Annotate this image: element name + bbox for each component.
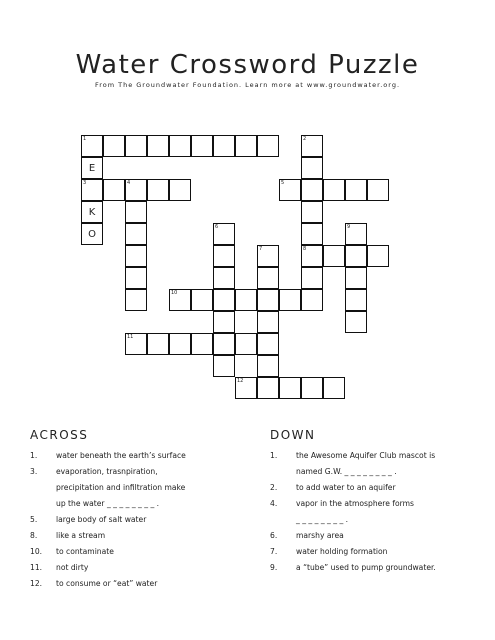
down-clue <box>270 496 436 512</box>
clue-number: 2 <box>303 136 307 142</box>
clue-text: vapor in the atmosphere forms <box>296 499 414 508</box>
grid-cell[interactable] <box>367 245 389 267</box>
grid-cell[interactable] <box>257 377 279 399</box>
clue-number: 12 <box>237 378 244 384</box>
clue-num: 5. <box>30 515 38 524</box>
grid-cell[interactable] <box>169 289 191 311</box>
grid-cell[interactable] <box>367 179 389 201</box>
puzzle-subtitle: From The Groundwater Foundation. Learn more at www.groundwater.org. <box>94 81 401 89</box>
across-clue <box>30 448 186 464</box>
across-clue <box>30 576 186 592</box>
across-clue <box>30 512 186 528</box>
clue-number: 5 <box>281 180 285 186</box>
grid-cell[interactable] <box>301 377 323 399</box>
grid-cell[interactable] <box>345 267 367 289</box>
clue-text: a “tube” used to pump groundwater. <box>296 563 436 572</box>
clue-num: 12. <box>30 579 43 588</box>
down-clue <box>270 560 436 576</box>
across-clue <box>30 496 186 512</box>
grid-cell[interactable] <box>81 135 103 157</box>
clue-text: marshy area <box>296 531 344 540</box>
grid-cell[interactable] <box>301 245 323 267</box>
clue-text: to consume or “eat” water <box>56 579 158 588</box>
grid-cell[interactable] <box>257 267 279 289</box>
grid-cell[interactable] <box>257 289 279 311</box>
clue-number: 3 <box>83 180 87 186</box>
grid-cell[interactable] <box>103 179 125 201</box>
clue-number: 11 <box>127 334 134 340</box>
grid-cell[interactable] <box>345 223 367 245</box>
grid-cell[interactable] <box>125 333 147 355</box>
grid-cell[interactable] <box>257 135 279 157</box>
grid-cell[interactable] <box>191 289 213 311</box>
grid-cell[interactable] <box>81 157 103 179</box>
down-clue <box>270 544 436 560</box>
clue-number: 8 <box>303 246 307 252</box>
grid-cell[interactable] <box>169 333 191 355</box>
clue-text: the Awesome Aquifer Club mascot is <box>296 451 436 460</box>
clue-text: _ _ _ _ _ _ _ _ . <box>296 515 349 524</box>
grid-cell[interactable] <box>125 245 147 267</box>
grid-cell[interactable] <box>103 135 125 157</box>
clue-text: up the water _ _ _ _ _ _ _ _ . <box>56 499 160 508</box>
clue-text: to add water to an aquifer <box>296 483 396 492</box>
clue-num <box>30 496 56 512</box>
clue-num: 1. <box>270 451 278 460</box>
clue-num: 4. <box>270 499 278 508</box>
grid-cell[interactable] <box>169 135 191 157</box>
grid-cell[interactable] <box>257 333 279 355</box>
clue-num: 1. <box>30 451 38 460</box>
across-clue-list <box>30 448 186 592</box>
grid-cell[interactable] <box>125 223 147 245</box>
grid-cell[interactable] <box>323 179 345 201</box>
clue-num: 10. <box>30 547 43 556</box>
grid-cell[interactable] <box>345 245 367 267</box>
across-clue <box>30 544 186 560</box>
grid-cell[interactable] <box>279 289 301 311</box>
across-clue <box>30 464 186 480</box>
grid-cell[interactable] <box>323 377 345 399</box>
grid-cell[interactable] <box>345 179 367 201</box>
grid-cell[interactable] <box>81 201 103 223</box>
clue-text: water beneath the earth’s surface <box>56 451 186 460</box>
grid-cell[interactable] <box>235 135 257 157</box>
grid-cell[interactable] <box>213 311 235 333</box>
down-clue <box>270 448 436 464</box>
clue-num: 8. <box>30 531 38 540</box>
grid-cell[interactable] <box>125 135 147 157</box>
grid-cell[interactable] <box>301 289 323 311</box>
clue-num: 3. <box>30 467 38 476</box>
grid-cell[interactable] <box>301 135 323 157</box>
down-clue <box>270 512 436 528</box>
grid-cell[interactable] <box>213 223 235 245</box>
grid-cell[interactable] <box>279 179 301 201</box>
grid-cell[interactable] <box>213 333 235 355</box>
clue-text: to contaminate <box>56 547 114 556</box>
clue-num <box>270 464 296 480</box>
grid-cell[interactable] <box>147 333 169 355</box>
grid-cell[interactable] <box>147 135 169 157</box>
clue-number: 4 <box>127 180 131 186</box>
filled-letter: K <box>88 206 96 218</box>
puzzle-title: Water Crossword Puzzle <box>75 50 420 80</box>
clue-text: precipitation and infiltration make <box>56 483 186 492</box>
grid-cell[interactable] <box>301 267 323 289</box>
grid-cell[interactable] <box>345 289 367 311</box>
grid-cell[interactable] <box>213 355 235 377</box>
grid-cell[interactable] <box>81 223 103 245</box>
clue-text: named G.W. _ _ _ _ _ _ _ _ . <box>296 467 397 476</box>
grid-cell[interactable] <box>257 355 279 377</box>
down-clue-list <box>270 448 436 576</box>
grid-cell[interactable] <box>235 289 257 311</box>
down-heading: DOWN <box>270 428 316 442</box>
grid-cell[interactable] <box>345 311 367 333</box>
grid-cell[interactable] <box>301 179 323 201</box>
grid-cell[interactable] <box>125 201 147 223</box>
clue-number: 7 <box>259 246 263 252</box>
across-clue <box>30 528 186 544</box>
clue-text: not dirty <box>56 563 89 572</box>
filled-letter: O <box>88 228 96 240</box>
clue-number: 6 <box>215 224 219 230</box>
grid-cell[interactable] <box>191 135 213 157</box>
grid-cell[interactable] <box>235 377 257 399</box>
clue-num <box>30 480 56 496</box>
across-section <box>30 428 186 592</box>
across-clue <box>30 480 186 496</box>
down-clue <box>270 480 436 496</box>
clue-num: 9. <box>270 563 278 572</box>
clue-number: 9 <box>347 224 351 230</box>
grid-cell[interactable] <box>191 333 213 355</box>
clue-text: like a stream <box>56 531 106 540</box>
grid-cell[interactable] <box>169 179 191 201</box>
clue-num <box>270 512 296 528</box>
grid-cell[interactable] <box>125 289 147 311</box>
clue-number: 10 <box>171 290 178 296</box>
grid-cell[interactable] <box>235 333 257 355</box>
clue-num: 11. <box>30 563 43 572</box>
grid-cell[interactable] <box>301 201 323 223</box>
grid-cell[interactable] <box>125 267 147 289</box>
across-heading: ACROSS <box>30 428 89 442</box>
grid-cell[interactable] <box>213 135 235 157</box>
grid-cell[interactable] <box>147 179 169 201</box>
grid-cell[interactable] <box>125 179 147 201</box>
grid-cell[interactable] <box>301 157 323 179</box>
grid-cell[interactable] <box>213 245 235 267</box>
grid-cell[interactable] <box>257 311 279 333</box>
clue-num: 2. <box>270 483 278 492</box>
grid-cell[interactable] <box>81 179 103 201</box>
grid-cell[interactable] <box>213 267 235 289</box>
grid-cell[interactable] <box>279 377 301 399</box>
down-clue <box>270 464 436 480</box>
clue-text: evaporation, trasnpiration, <box>56 467 158 476</box>
down-section <box>270 428 436 576</box>
down-clue <box>270 528 436 544</box>
clue-num: 6. <box>270 531 278 540</box>
grid-cell[interactable] <box>257 245 279 267</box>
clue-text: water holding formation <box>296 547 388 556</box>
clue-number: 1 <box>83 136 87 142</box>
clue-num: 7. <box>270 547 278 556</box>
across-clue <box>30 560 186 576</box>
grid-cell[interactable] <box>213 289 235 311</box>
clue-text: large body of salt water <box>56 515 147 524</box>
filled-letter: E <box>88 162 96 174</box>
grid-cell[interactable] <box>323 245 345 267</box>
grid-cell[interactable] <box>301 223 323 245</box>
